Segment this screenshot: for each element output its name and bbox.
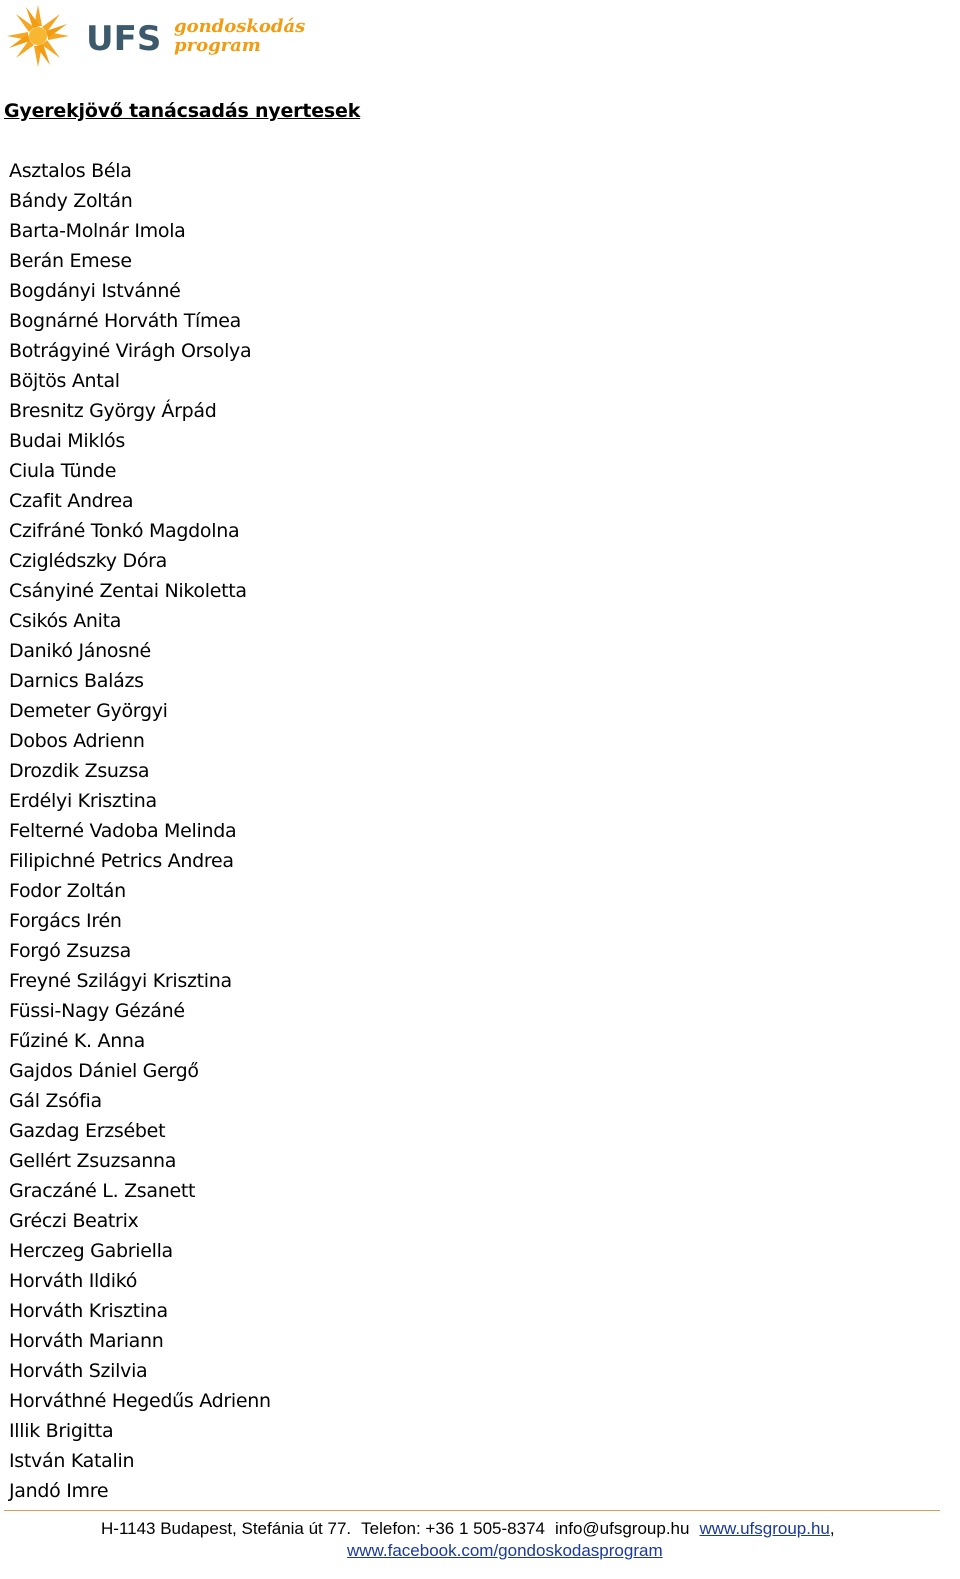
list-item: Felterné Vadoba Melinda (9, 820, 237, 842)
list-item: Horváth Ildikó (9, 1270, 138, 1292)
facebook-link[interactable]: www.facebook.com/gondoskodasprogram (347, 1541, 663, 1560)
list-item: Danikó Jánosné (9, 640, 151, 662)
logo-tagline-1: gondoskodás (174, 16, 306, 37)
footer-phone: Telefon: +36 1 505-8374 (361, 1519, 545, 1538)
list-item: Böjtös Antal (9, 370, 120, 392)
footer-email: info@ufsgroup.hu (555, 1519, 690, 1538)
list-item: Illik Brigitta (9, 1420, 114, 1442)
list-item: Drozdik Zsuzsa (9, 760, 150, 782)
logo-tagline-2: program (174, 35, 261, 56)
list-item: Filipichné Petrics Andrea (9, 850, 234, 872)
list-item: Forgó Zsuzsa (9, 940, 131, 962)
list-item: Bándy Zoltán (9, 190, 133, 212)
list-item: István Katalin (9, 1450, 135, 1472)
list-item: Erdélyi Krisztina (9, 790, 157, 812)
list-item: Gréczi Beatrix (9, 1210, 139, 1232)
list-item: Gajdos Dániel Gergő (9, 1060, 199, 1082)
list-item: Freyné Szilágyi Krisztina (9, 970, 232, 992)
list-item: Fűziné K. Anna (9, 1030, 146, 1052)
page-title: Gyerekjövő tanácsadás nyertesek (4, 100, 361, 122)
sun-icon (6, 2, 306, 68)
list-item: Jandó Imre (9, 1480, 109, 1502)
list-item: Graczáné L. Zsanett (9, 1180, 196, 1202)
list-item: Demeter Györgyi (9, 700, 168, 722)
list-item: Berán Emese (9, 250, 132, 272)
list-item: Bognárné Horváth Tímea (9, 310, 241, 332)
list-item: Botrágyiné Virágh Orsolya (9, 340, 252, 362)
ufs-logo (6, 2, 306, 68)
list-item: Csikós Anita (9, 610, 122, 632)
list-item: Bogdányi Istvánné (9, 280, 181, 302)
list-item: Bresnitz György Árpád (9, 400, 217, 422)
list-item: Forgács Irén (9, 910, 122, 932)
list-item: Füssi-Nagy Gézáné (9, 1000, 185, 1022)
list-item: Darnics Balázs (9, 670, 144, 692)
list-item: Dobos Adrienn (9, 730, 145, 752)
list-item: Gazdag Erzsébet (9, 1120, 166, 1142)
list-item: Gellért Zsuzsanna (9, 1150, 177, 1172)
website-link[interactable]: www.ufsgroup.hu (699, 1519, 830, 1538)
footer-separator: , (829, 1519, 835, 1538)
list-item: Csányiné Zentai Nikoletta (9, 580, 247, 602)
list-item: Czifráné Tonkó Magdolna (9, 520, 240, 542)
list-item: Barta-Molnár Imola (9, 220, 186, 242)
list-item: Cziglédszky Dóra (9, 550, 167, 572)
list-item: Horváthné Hegedűs Adrienn (9, 1390, 271, 1412)
list-item: Horváth Krisztina (9, 1300, 168, 1322)
footer-divider (4, 1510, 940, 1511)
list-item: Budai Miklós (9, 430, 125, 452)
list-item: Czafit Andrea (9, 490, 134, 512)
list-item: Horváth Mariann (9, 1330, 164, 1352)
list-item: Asztalos Béla (9, 160, 132, 182)
list-item: Ciula Tünde (9, 460, 117, 482)
winners-list (9, 156, 271, 1506)
list-item: Gál Zsófia (9, 1090, 102, 1112)
footer-address: H-1143 Budapest, Stefánia út 77. (101, 1519, 352, 1538)
list-item: Fodor Zoltán (9, 880, 126, 902)
list-item: Herczeg Gabriella (9, 1240, 173, 1262)
list-item: Horváth Szilvia (9, 1360, 148, 1382)
logo-brand: UFS (86, 19, 162, 59)
